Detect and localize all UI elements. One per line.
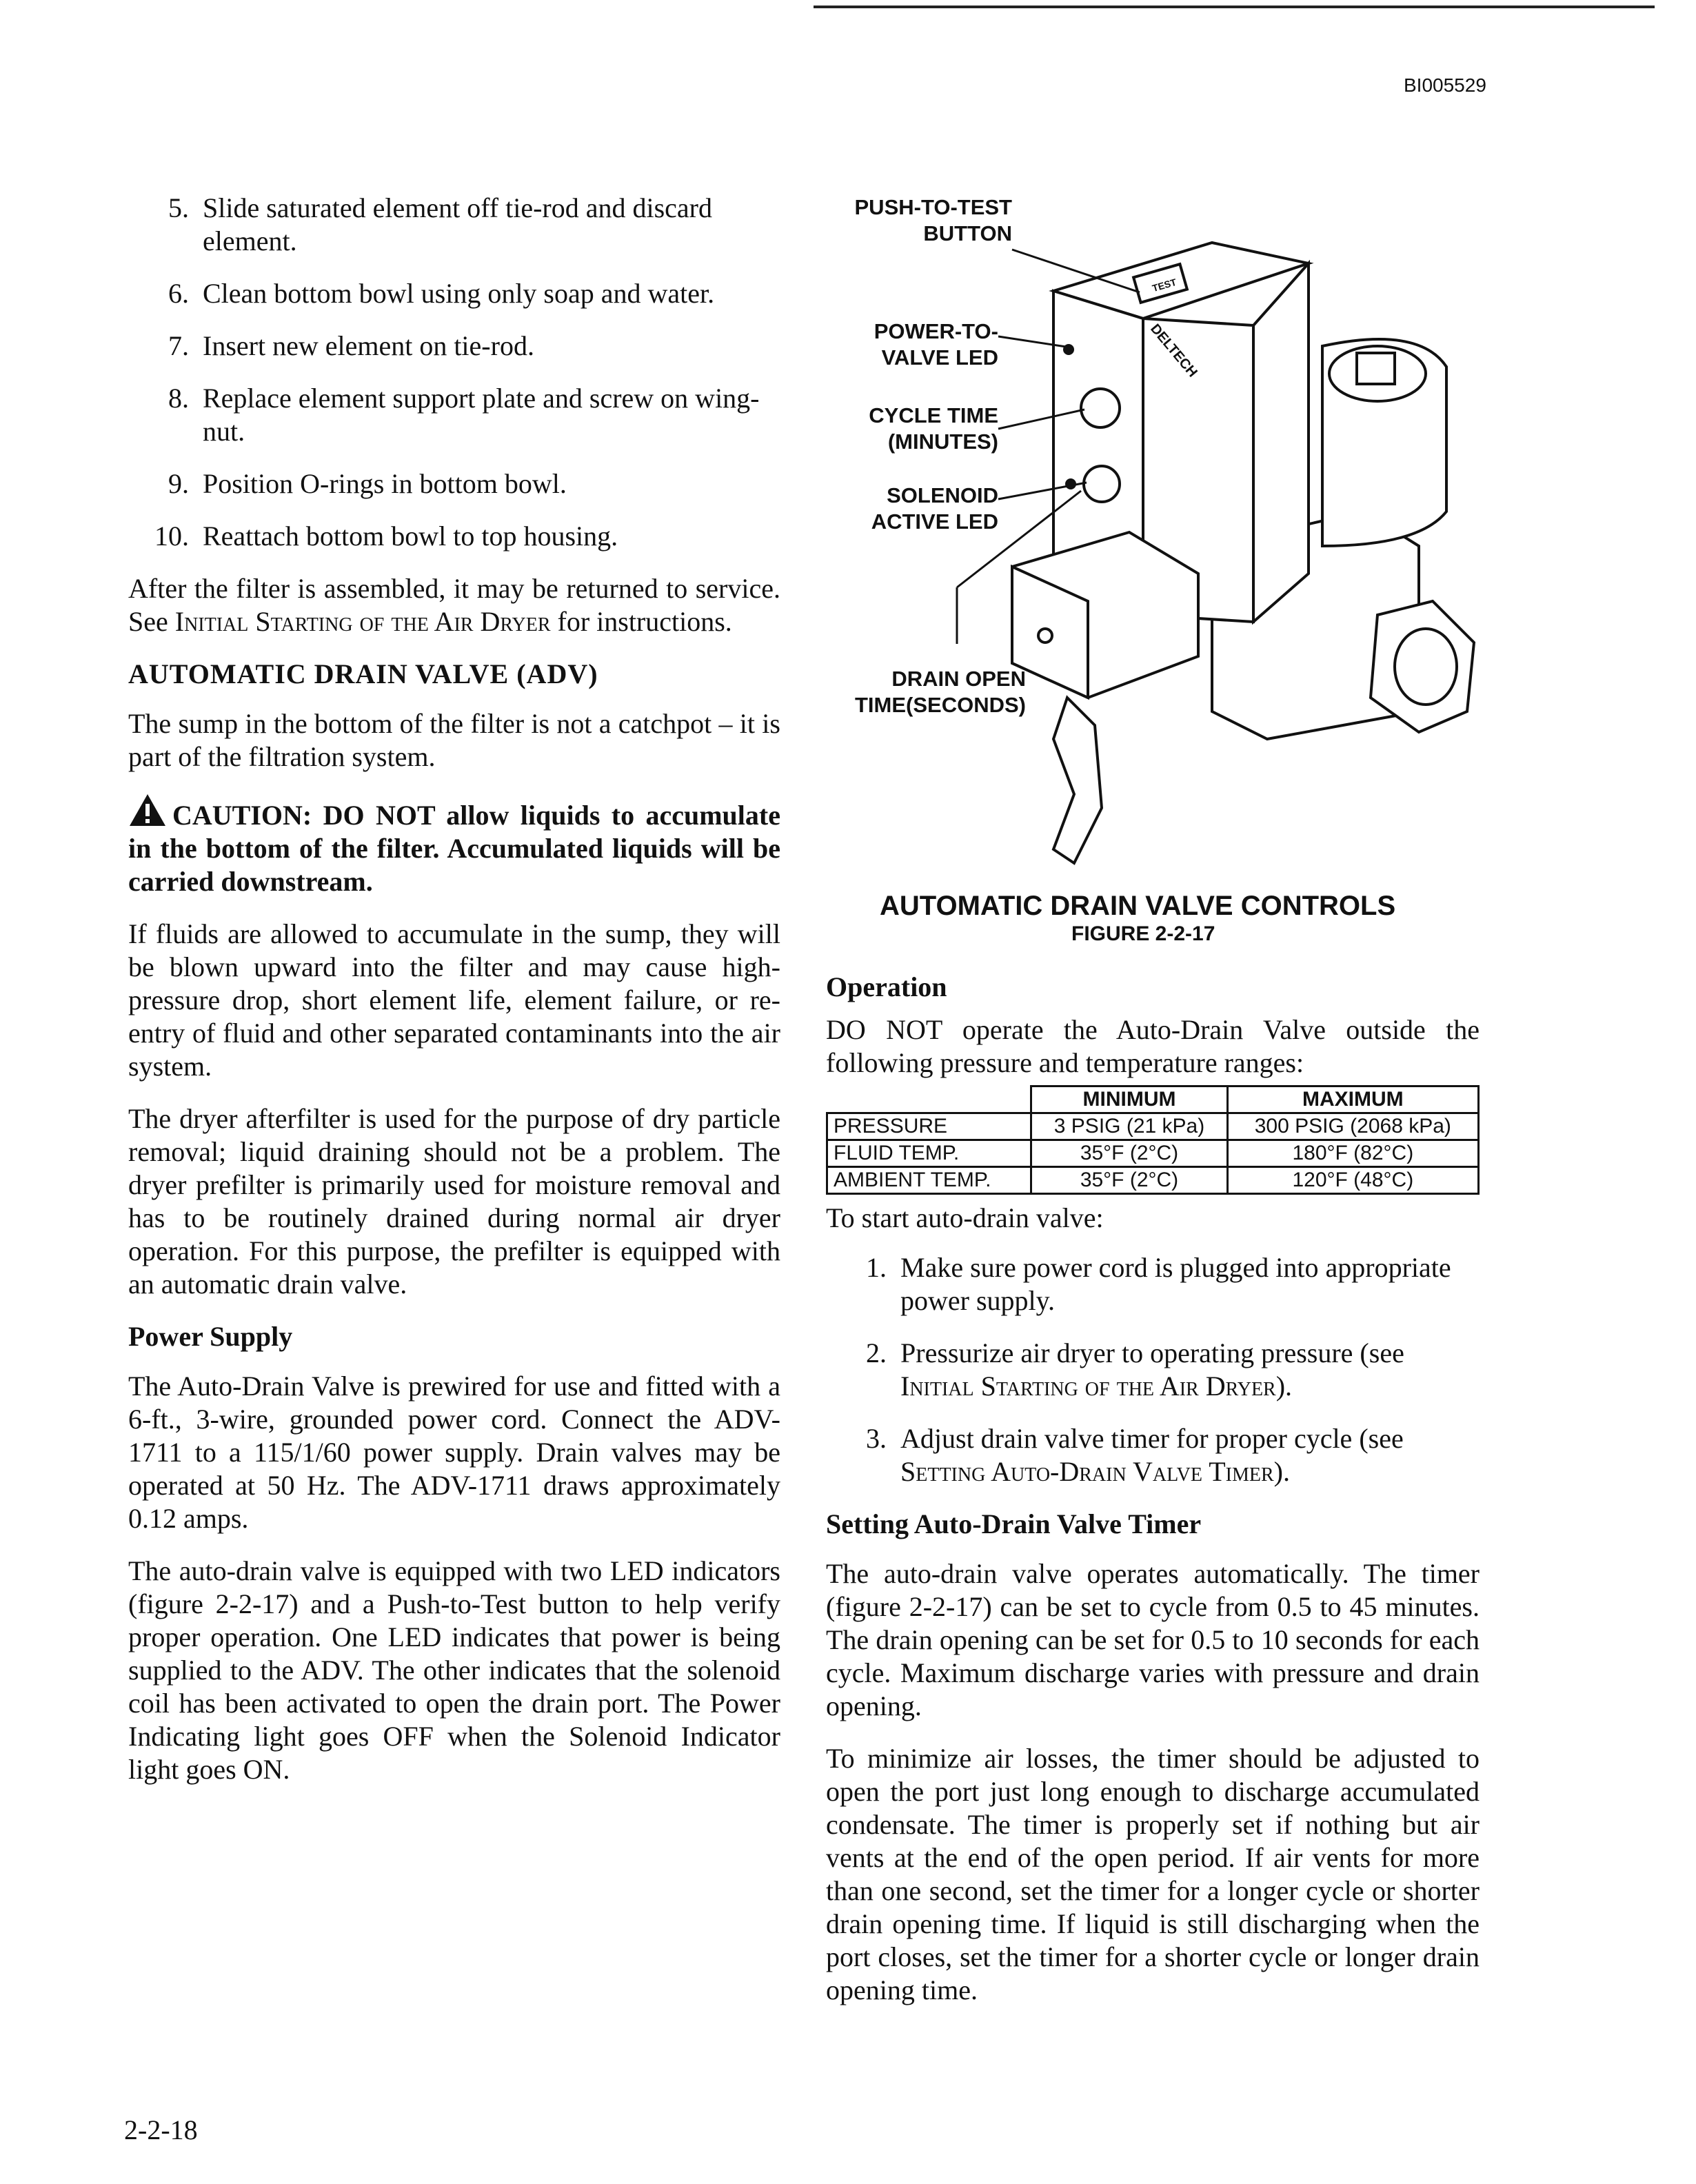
afterfilter-paragraph: The dryer afterfilter is used for the purpose of dry particle removal; liquid draining should not be a problem. The dryer prefilter is primarily used for moisture removal and has to be routinely drained during normal air dryer operation. For this purpose, the prefilter is equipped with an automatic drain valve.	[128, 1103, 780, 1300]
table-header-cell: MINIMUM	[1031, 1086, 1227, 1113]
filter-steps-list	[128, 192, 780, 553]
list-item: 6. Clean bottom bowl using only soap and water.	[168, 278, 715, 309]
timer-paragraph-2: To minimize air losses, the timer should be adjusted to open the port just long enough to discharge accumulated condensate. The timer is properly set if nothing but air vents at the end of the open period. If air vents for more than one second, set the timer for a longer cycle or shorter drain opening time. If liquid is still discharging when the port closes, set the timer for a shorter cycle or longer drain opening time.	[826, 1743, 1480, 2005]
cross-reference: Setting Auto-Drain Valve Timer	[900, 1456, 1274, 1487]
cross-reference: Initial Starting of the Air Dryer	[900, 1371, 1276, 1402]
list-item: 10. Reattach bottom bowl to top housing.	[154, 520, 618, 552]
list-item: 1. Make sure power cord is plugged into appropriate power supply.	[866, 1252, 1451, 1316]
callout-solenoid-led: SOLENOID ACTIVE LED	[871, 483, 998, 534]
drain-valve-illustration	[826, 188, 1515, 946]
section-heading-adv: AUTOMATIC DRAIN VALVE (ADV)	[128, 658, 598, 689]
power-supply-paragraph: The Auto-Drain Valve is prewired for use and fitted with a 6-ft., 3-wire, grounded power cord. Connect the ADV-1711 to a 115/1/60 power supply. Drain valves may be operated at 50 Hz. The ADV-1711 draws approximately 0.12 amps.	[128, 1371, 780, 1534]
table-row: FLUID TEMP. 35°F (2°C) 180°F (82°C)	[827, 1140, 1479, 1167]
start-steps-list	[826, 1251, 1480, 1488]
callout-push-to-test: PUSH-TO-TEST BUTTON	[854, 195, 1012, 245]
callout-cycle-time: CYCLE TIME (MINUTES)	[869, 403, 998, 454]
led-paragraph: The auto-drain valve is equipped with two LED indicators (figure 2-2-17) and a Push-to-Test button to help verify proper operation. One LED indicates that power is being supplied to the ADV. The other indicates that the solenoid coil has been activated to open the drain port. The Power Indicating light goes OFF when the Solenoid Indicator light goes ON.	[128, 1555, 780, 1785]
callout-power-led: POWER-TO- VALVE LED	[874, 319, 998, 370]
header-rule	[814, 6, 1655, 8]
table-header-cell: MAXIMUM	[1227, 1086, 1478, 1113]
table-row: PRESSURE 3 PSIG (21 kPa) 300 PSIG (2068 kPa)	[827, 1113, 1479, 1140]
device-brand-label: DELTECH	[1147, 321, 1200, 381]
caution-paragraph: CAUTION: DO NOT allow liquids to accumulate in the bottom of the filter. Accumulated liquids will be carried downstream.	[128, 793, 780, 898]
fluids-paragraph: If fluids are allowed to accumulate in the sump, they will be blown upward into the filter and may cause high-pressure drop, short element life, element failure, or re-entry of fluid and other separated contaminants into the air system.	[128, 918, 780, 1082]
list-item: 8. Replace element support plate and screw on wing-nut.	[168, 383, 760, 447]
right-column	[826, 971, 1480, 2026]
list-item: 9. Position O-rings in bottom bowl.	[168, 468, 567, 499]
section-heading-operation: Operation	[826, 971, 947, 1002]
adv-intro-paragraph: The sump in the bottom of the filter is not a catchpot – it is part of the filtration system.	[128, 708, 780, 772]
operating-ranges-table	[826, 1085, 1480, 1195]
operation-paragraph: DO NOT operate the Auto-Drain Valve outside the following pressure and temperature ranges:	[826, 1014, 1480, 1078]
timer-paragraph-1: The auto-drain valve operates automatically. The timer (figure 2-2-17) can be set to cycle from 0.5 to 45 minutes. The drain opening can be set for 0.5 to 10 seconds for each cycle. Maximum discharge varies with pressure and drain opening.	[826, 1558, 1480, 1721]
warning-icon	[128, 793, 167, 827]
list-item: 5. Slide saturated element off tie-rod and discard element.	[168, 192, 713, 256]
start-intro: To start auto-drain valve:	[826, 1202, 1104, 1233]
callout-drain-open: DRAIN OPEN TIME(SECONDS)	[855, 667, 1026, 717]
table-header-cell	[827, 1086, 1031, 1113]
cross-reference: Initial Starting of the Air Dryer	[174, 606, 551, 637]
figure-adv-controls	[826, 188, 1515, 946]
return-to-service-paragraph: After the filter is assembled, it may be returned to service. See Initial Starting of the Air Dryer for instructions.	[128, 573, 780, 637]
document-id: BI005529	[1404, 74, 1486, 96]
section-heading-timer: Setting Auto-Drain Valve Timer	[826, 1508, 1202, 1539]
left-column	[128, 192, 780, 1806]
table-row: AMBIENT TEMP. 35°F (2°C) 120°F (48°C)	[827, 1167, 1479, 1194]
list-item: 2. Pressurize air dryer to operating pressure (see Initial Starting of the Air Dryer).	[866, 1337, 1404, 1402]
figure-number: FIGURE 2-2-17	[1071, 922, 1215, 945]
list-item: 3. Adjust drain valve timer for proper cycle (see Setting Auto-Drain Valve Timer).	[866, 1423, 1404, 1487]
page-number: 2-2-18	[124, 2114, 198, 2145]
list-item: 7. Insert new element on tie-rod.	[168, 330, 534, 361]
figure-title: AUTOMATIC DRAIN VALVE CONTROLS	[880, 891, 1396, 921]
section-heading-power-supply: Power Supply	[128, 1321, 293, 1352]
device-button-label: TEST	[1151, 276, 1178, 294]
